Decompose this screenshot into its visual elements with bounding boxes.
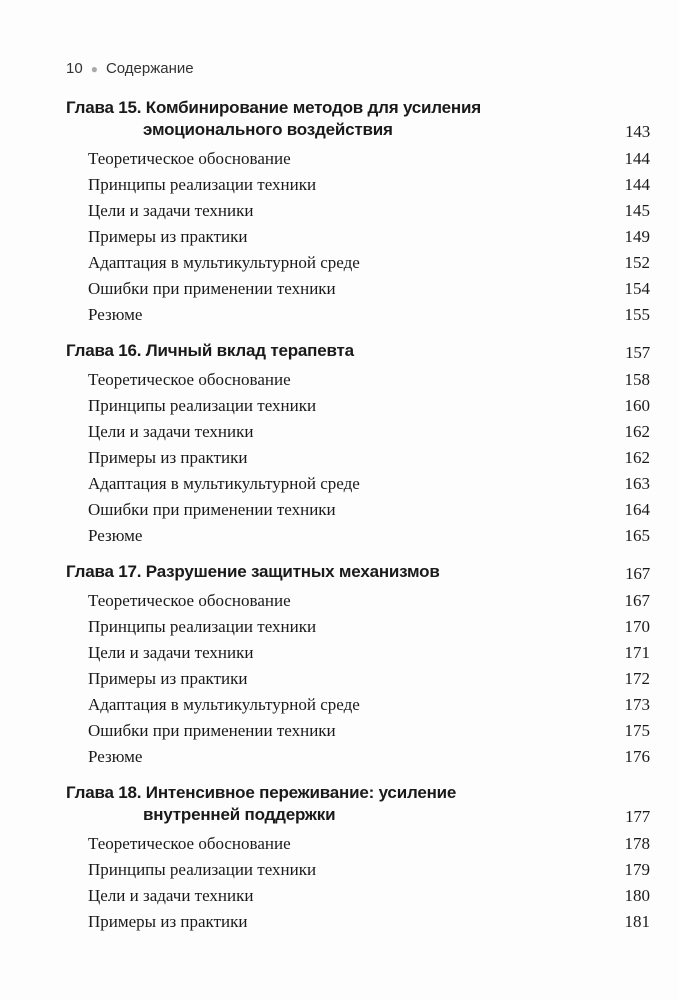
chapter-title-line: Глава 18. Интенсивное переживание: усиление [66, 783, 457, 802]
toc-entry-page: 144 [624, 149, 650, 168]
chapter-page-number: 157 [625, 343, 650, 362]
chapter-title [66, 340, 650, 362]
toc-entry [66, 250, 650, 276]
toc-entry [66, 393, 650, 419]
toc-entry-label: Ошибки при применении техники [88, 721, 336, 740]
toc-entry-page: 178 [624, 834, 650, 853]
toc-entry [66, 445, 650, 471]
chapter-title [66, 782, 650, 826]
toc-entry [66, 640, 650, 666]
toc-entry-label: Примеры из практики [88, 669, 248, 688]
toc-chapter [66, 561, 650, 770]
toc-entry-page: 165 [624, 526, 650, 545]
toc-entry-label: Цели и задачи техники [88, 201, 254, 220]
toc-entry-page: 164 [624, 500, 650, 519]
chapter-page-number: 143 [625, 122, 650, 141]
chapter-title-line: Глава 15. Комбинирование методов для усиления [66, 98, 481, 117]
toc-entry-label: Примеры из практики [88, 448, 248, 467]
toc-entry-label: Принципы реализации техники [88, 175, 317, 194]
chapter-page-number: 167 [625, 564, 650, 583]
toc-chapter [66, 782, 650, 935]
toc-entry [66, 588, 650, 614]
bullet-icon: ● [90, 61, 98, 76]
toc-chapter [66, 340, 650, 549]
toc-entry-label: Резюме [88, 526, 143, 545]
chapter-title [66, 97, 650, 141]
chapter-entries [66, 146, 650, 328]
chapter-title-line: Глава 16. Личный вклад терапевта [66, 341, 354, 360]
toc-entry [66, 146, 650, 172]
toc-entry [66, 302, 650, 328]
toc-entry [66, 224, 650, 250]
toc-entry-page: 160 [624, 396, 650, 415]
toc-entry [66, 831, 650, 857]
toc-entry-page: 163 [624, 474, 650, 493]
toc-entry-page: 173 [624, 695, 650, 714]
toc-entry-page: 154 [624, 279, 650, 298]
toc-entry-label: Примеры из практики [88, 912, 248, 931]
toc-entry-page: 158 [624, 370, 650, 389]
toc-entry [66, 172, 650, 198]
toc-entry [66, 883, 650, 909]
toc-entry [66, 692, 650, 718]
toc-entry [66, 367, 650, 393]
toc-entry-label: Принципы реализации техники [88, 860, 317, 879]
toc-entry [66, 276, 650, 302]
toc-entry-page: 170 [624, 617, 650, 636]
toc-entry-page: 171 [624, 643, 650, 662]
toc-entry-page: 180 [624, 886, 650, 905]
chapter-entries [66, 367, 650, 549]
chapter-title-line: внутренней поддержки [143, 805, 336, 824]
chapter-title [66, 561, 650, 583]
chapter-page-number: 177 [625, 807, 650, 826]
toc-entry-label: Адаптация в мультикультурной среде [88, 474, 360, 493]
chapter-title-line: Глава 17. Разрушение защитных механизмов [66, 562, 440, 581]
toc-entry-page: 176 [624, 747, 650, 766]
chapter-title-line: эмоционального воздействия [143, 120, 393, 139]
toc-entry-page: 162 [624, 448, 650, 467]
toc-entry-label: Принципы реализации техники [88, 617, 317, 636]
toc-entry [66, 497, 650, 523]
toc-entry-label: Цели и задачи техники [88, 422, 254, 441]
page-number: 10 [66, 60, 83, 77]
toc-entry-page: 172 [624, 669, 650, 688]
toc-entry [66, 419, 650, 445]
toc-entry-label: Теоретическое обоснование [88, 149, 291, 168]
toc-entry-page: 149 [624, 227, 650, 246]
toc-entry-page: 152 [624, 253, 650, 272]
toc-entry-page: 167 [624, 591, 650, 610]
toc-entry-label: Адаптация в мультикультурной среде [88, 695, 360, 714]
toc-entry-page: 181 [624, 912, 650, 931]
toc-entry [66, 523, 650, 549]
toc-entry [66, 614, 650, 640]
toc-entry [66, 857, 650, 883]
toc-entry-label: Цели и задачи техники [88, 886, 254, 905]
toc-entry-page: 144 [624, 175, 650, 194]
toc-entry-label: Резюме [88, 747, 143, 766]
toc-entry [66, 666, 650, 692]
toc-entry-label: Теоретическое обоснование [88, 834, 291, 853]
toc-entry-label: Ошибки при применении техники [88, 279, 336, 298]
toc-entry-page: 155 [624, 305, 650, 324]
toc-entry-label: Примеры из практики [88, 227, 248, 246]
toc-chapter [66, 97, 650, 328]
chapter-entries [66, 588, 650, 770]
toc-entry-page: 145 [624, 201, 650, 220]
chapter-entries [66, 831, 650, 935]
toc-entry-page: 179 [624, 860, 650, 879]
toc-entry-label: Адаптация в мультикультурной среде [88, 253, 360, 272]
toc-entry-label: Принципы реализации техники [88, 396, 317, 415]
toc-entry-label: Ошибки при применении техники [88, 500, 336, 519]
table-of-contents [66, 97, 650, 947]
toc-entry-label: Резюме [88, 305, 143, 324]
toc-entry-page: 175 [624, 721, 650, 740]
toc-entry [66, 471, 650, 497]
toc-entry [66, 744, 650, 770]
toc-entry [66, 198, 650, 224]
toc-entry [66, 909, 650, 935]
section-title: Содержание [105, 60, 194, 77]
running-head [66, 60, 194, 77]
toc-entry-label: Теоретическое обоснование [88, 370, 291, 389]
toc-entry-label: Цели и задачи техники [88, 643, 254, 662]
toc-entry-page: 162 [624, 422, 650, 441]
toc-entry-label: Теоретическое обоснование [88, 591, 291, 610]
toc-entry [66, 718, 650, 744]
